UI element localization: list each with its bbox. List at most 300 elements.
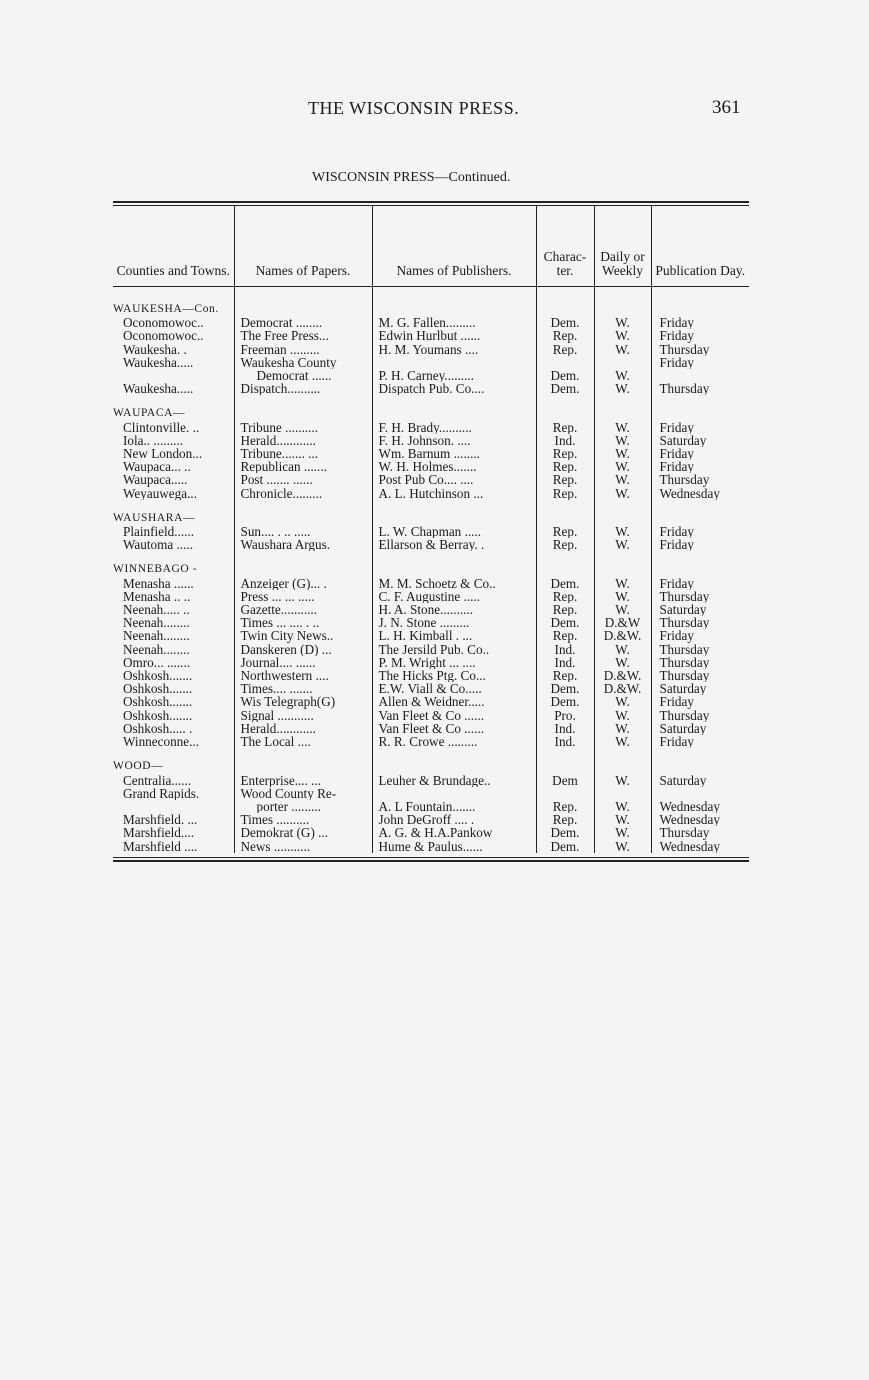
table-cell-paper: Herald............: [234, 434, 372, 447]
table-cell-publisher: M. G. Fallen.........: [372, 316, 536, 329]
table-row: [113, 656, 749, 669]
spacer-cell: [372, 551, 536, 563]
table-cell-frequency: W.: [594, 656, 651, 669]
spacer-cell: [536, 407, 594, 420]
table-cell-character: Pro.: [536, 709, 594, 722]
table-cell-day: Friday: [651, 447, 749, 460]
table-cell-publisher: Van Fleet & Co ......: [372, 722, 536, 735]
table-cell-paper: Sun.... . .. .....: [234, 525, 372, 538]
spacer-cell: [372, 287, 536, 304]
table-row: [113, 800, 749, 813]
spacer-cell: [651, 407, 749, 420]
table-cell-paper: Times ..........: [234, 813, 372, 826]
table-cell-character: Dem.: [536, 369, 594, 382]
table-row: [113, 447, 749, 460]
table-cell-paper: The Free Press...: [234, 329, 372, 342]
table-cell-character: Dem.: [536, 826, 594, 839]
table-cell-town: Oconomowoc..: [123, 316, 204, 330]
table-cell-paper: Journal.... ......: [234, 656, 372, 669]
table-cell-publisher: J. N. Stone .........: [372, 616, 536, 629]
spacer-cell: [372, 563, 536, 576]
table-cell-town: Waukesha. .: [123, 342, 187, 356]
table-cell-publisher: John DeGroff .... .: [372, 813, 536, 826]
table-cell-publisher: A. L. Hutchinson ...: [372, 487, 536, 500]
table-cell-paper: Press ... ... .....: [234, 590, 372, 603]
spacer-cell: [594, 395, 651, 407]
spacer-cell: [594, 287, 651, 304]
table-cell-publisher: Post Pub Co.... ....: [372, 473, 536, 486]
table-cell-paper: Twin City News..: [234, 629, 372, 642]
table-cell-frequency: D.&W: [594, 616, 651, 629]
table-cell-paper: Danskeren (D) ...: [234, 643, 372, 656]
table-cell-character: Dem.: [536, 382, 594, 395]
table-cell-paper: Demokrat (G) ...: [234, 826, 372, 839]
table-cell-town: Neenah..... ..: [123, 603, 190, 617]
table-row: [113, 787, 749, 800]
table-cell-town: Oshkosh.......: [123, 669, 193, 683]
table-row: [113, 473, 749, 486]
table-cell-character: Rep.: [536, 329, 594, 342]
spacer-cell: [234, 395, 372, 407]
table-cell-publisher: The Hicks Ptg. Co...: [372, 669, 536, 682]
table-cell-day: Thursday: [651, 616, 749, 629]
table-cell-frequency: [594, 787, 651, 800]
table-cell-paper: Signal ...........: [234, 709, 372, 722]
table-cell-day: Wednesday: [651, 840, 749, 853]
table-cell-publisher: Allen & Weidner.....: [372, 695, 536, 708]
table-row: [113, 722, 749, 735]
spacer-cell: [113, 287, 234, 304]
table-cell-paper: Anzeiger (G)... .: [234, 577, 372, 590]
spacer-cell: [372, 303, 536, 316]
table-row: [113, 382, 749, 395]
table-row: [113, 695, 749, 708]
table-cell-character: Rep.: [536, 813, 594, 826]
table-cell-paper: The Local ....: [234, 735, 372, 748]
table-cell-town: Grand Rapids.: [123, 786, 200, 800]
table-cell-paper: Republican .......: [234, 460, 372, 473]
table-cell-day: Thursday: [651, 643, 749, 656]
table-cell-publisher: Hume & Paulus......: [372, 840, 536, 853]
table-row: [113, 590, 749, 603]
table-cell-character: Dem.: [536, 616, 594, 629]
table-cell-frequency: W.: [594, 695, 651, 708]
spacer-cell: [594, 407, 651, 420]
press-table: [113, 201, 749, 862]
table-row: [113, 356, 749, 369]
table-cell-character: Dem.: [536, 840, 594, 853]
table-cell-town: Oshkosh..... .: [123, 721, 193, 736]
table-cell-day: Friday: [651, 577, 749, 590]
table-cell-frequency: W.: [594, 329, 651, 342]
spacer-cell: [234, 551, 372, 563]
table-cell-town: Marshfield. ...: [123, 813, 198, 827]
table-row: [113, 329, 749, 342]
county-group-row: [113, 563, 749, 576]
table-cell-day: Wednesday: [651, 487, 749, 500]
county-group-row: [113, 512, 749, 525]
table-cell-day: Thursday: [651, 343, 749, 356]
bottom-rule-thin: [113, 857, 749, 858]
table-cell-town: Oshkosh.......: [123, 695, 193, 709]
spacer-cell: [234, 512, 372, 525]
running-head: THE WISCONSIN PRESS.: [308, 98, 520, 118]
spacer-row: [113, 551, 749, 563]
table-cell-character: Rep.: [536, 447, 594, 460]
table-cell-paper: Gazette...........: [234, 603, 372, 616]
spacer-cell: [651, 303, 749, 316]
table-cell-frequency: W.: [594, 369, 651, 382]
spacer-cell: [234, 748, 372, 760]
county-heading: WINNEBAGO -: [113, 563, 198, 576]
table-cell-frequency: W.: [594, 800, 651, 813]
table-cell-publisher: R. R. Crowe .........: [372, 735, 536, 748]
table-cell-town: Plainfield......: [123, 525, 195, 539]
table-cell-frequency: W.: [594, 487, 651, 500]
spacer-cell: [372, 395, 536, 407]
table-cell-paper: Wis Telegraph(G): [234, 695, 372, 708]
page-number: 361: [712, 97, 741, 118]
spacer-cell: [113, 500, 234, 512]
table-cell-frequency: W.: [594, 538, 651, 551]
table-title: WISCONSIN PRESS—Continued.: [312, 170, 511, 185]
spacer-row: [113, 287, 749, 304]
table-cell-paper: Democrat ......: [234, 369, 372, 382]
table-cell-town: Neenah........: [123, 629, 190, 643]
table-cell-frequency: W.: [594, 447, 651, 460]
table-cell-character: Rep.: [536, 487, 594, 500]
table-cell-frequency: W.: [594, 343, 651, 356]
county-heading: WOOD—: [113, 760, 164, 773]
spacer-cell: [536, 748, 594, 760]
spacer-cell: [594, 760, 651, 773]
table-cell-day: Wednesday: [651, 813, 749, 826]
table-cell-character: Rep.: [536, 603, 594, 616]
col-header-frequency: Daily or Weekly: [594, 206, 651, 287]
table-row: [113, 603, 749, 616]
table-row: [113, 460, 749, 473]
spacer-cell: [594, 303, 651, 316]
spacer-cell: [651, 551, 749, 563]
table-cell-character: Rep.: [536, 590, 594, 603]
table-cell-publisher: C. F. Augustine .....: [372, 590, 536, 603]
table-cell-publisher: A. G. & H.A.Pankow: [372, 826, 536, 839]
table-cell-town: Waupaca... ..: [123, 460, 191, 474]
table-cell-frequency: W.: [594, 709, 651, 722]
spacer-cell: [113, 395, 234, 407]
table-cell-day: [651, 369, 749, 382]
table-cell-paper: News ...........: [234, 840, 372, 853]
table-cell-day: Friday: [651, 421, 749, 434]
table-row: [113, 343, 749, 356]
table-cell-publisher: H. A. Stone..........: [372, 603, 536, 616]
table-cell-publisher: L. H. Kimball . ...: [372, 629, 536, 642]
spacer-cell: [536, 563, 594, 576]
table-cell-paper: Dispatch..........: [234, 382, 372, 395]
table-cell-paper: Post ....... ......: [234, 473, 372, 486]
table-cell-character: [536, 787, 594, 800]
table-cell-publisher: The Jersild Pub. Co..: [372, 643, 536, 656]
county-group-row: [113, 760, 749, 773]
table-cell-town: Iola.. .........: [123, 433, 184, 448]
table-cell-publisher: Edwin Hurlbut ......: [372, 329, 536, 342]
table-cell-town: Oconomowoc..: [123, 329, 204, 343]
table-cell-day: Thursday: [651, 709, 749, 722]
table-cell-town: New London...: [123, 447, 203, 461]
table-row: [113, 434, 749, 447]
county-group-row: [113, 407, 749, 420]
table-row: [113, 629, 749, 642]
col-header-publishers: Names of Publishers.: [372, 206, 536, 287]
table-cell-town: Marshfield ....: [123, 839, 198, 853]
spacer-cell: [651, 748, 749, 760]
table-cell-town: Winneconne...: [123, 735, 200, 749]
table-cell-publisher: L. W. Chapman .....: [372, 525, 536, 538]
table-cell-frequency: W.: [594, 525, 651, 538]
table-cell-frequency: W.: [594, 813, 651, 826]
spacer-cell: [594, 551, 651, 563]
spacer-cell: [372, 500, 536, 512]
table-cell-character: Rep.: [536, 525, 594, 538]
col-header-day: Publication Day.: [651, 206, 749, 287]
table-cell-frequency: W.: [594, 590, 651, 603]
county-heading: WAUKESHA—Con.: [113, 303, 219, 315]
table-cell-day: Friday: [651, 329, 749, 342]
table-cell-paper: Freeman .........: [234, 343, 372, 356]
table-cell-character: Rep.: [536, 473, 594, 486]
spacer-cell: [372, 748, 536, 760]
table-cell-day: Saturday: [651, 774, 749, 787]
table-cell-town: Wautoma .....: [123, 538, 193, 552]
table-cell-town: Menasha ......: [123, 576, 194, 590]
table-cell-day: Friday: [651, 460, 749, 473]
table-cell-day: Friday: [651, 629, 749, 642]
table-cell-character: Rep.: [536, 669, 594, 682]
spacer-cell: [113, 748, 234, 760]
table-cell-frequency: W.: [594, 643, 651, 656]
table-cell-frequency: D.&W.: [594, 682, 651, 695]
table-cell-day: Saturday: [651, 722, 749, 735]
table-cell-day: Thursday: [651, 826, 749, 839]
table-cell-day: [651, 787, 749, 800]
table-cell-paper: Tribune....... ...: [234, 447, 372, 460]
table-cell-town: Clintonville. ..: [123, 420, 200, 434]
table-row: [113, 577, 749, 590]
spacer-cell: [536, 395, 594, 407]
table-cell-publisher: F. H. Brady..........: [372, 421, 536, 434]
spacer-cell: [234, 760, 372, 773]
spacer-row: [113, 748, 749, 760]
table-cell-publisher: E.W. Viall & Co.....: [372, 682, 536, 695]
table-cell-town: Oshkosh.......: [123, 708, 193, 722]
table-body: [113, 287, 749, 853]
spacer-cell: [536, 551, 594, 563]
table-row: [113, 616, 749, 629]
spacer-cell: [594, 500, 651, 512]
spacer-cell: [536, 512, 594, 525]
table-cell-day: Thursday: [651, 473, 749, 486]
table-cell-day: Friday: [651, 356, 749, 369]
table-row: [113, 735, 749, 748]
spacer-cell: [651, 395, 749, 407]
table-cell-frequency: W.: [594, 735, 651, 748]
col-header-papers: Names of Papers.: [234, 206, 372, 287]
county-group-row: [113, 303, 749, 316]
spacer-cell: [113, 551, 234, 563]
spacer-cell: [536, 760, 594, 773]
table-cell-paper: Wood County Re-: [234, 787, 372, 800]
table-cell-paper: Tribune ..........: [234, 421, 372, 434]
table-cell-character: Rep.: [536, 343, 594, 356]
spacer-cell: [234, 563, 372, 576]
table-cell-paper: Enterprise.... ...: [234, 774, 372, 787]
table-cell-character: Dem.: [536, 695, 594, 708]
spacer-cell: [651, 500, 749, 512]
table-cell-character: [536, 356, 594, 369]
table-cell-day: Friday: [651, 316, 749, 329]
table-cell-character: Ind.: [536, 735, 594, 748]
spacer-cell: [372, 760, 536, 773]
table-cell-day: Thursday: [651, 669, 749, 682]
table-cell-paper: Chronicle.........: [234, 487, 372, 500]
spacer-cell: [651, 287, 749, 304]
col-header-character: Charac-ter.: [536, 206, 594, 287]
table-cell-publisher: P. H. Carney.........: [372, 369, 536, 382]
table-cell-paper: porter .........: [234, 800, 372, 813]
table-cell-publisher: W. H. Holmes.......: [372, 460, 536, 473]
table-cell-day: Wednesday: [651, 800, 749, 813]
table-row: [113, 369, 749, 382]
table-cell-day: Saturday: [651, 434, 749, 447]
spacer-cell: [234, 287, 372, 304]
table-cell-frequency: W.: [594, 774, 651, 787]
spacer-cell: [651, 512, 749, 525]
table-row: [113, 840, 749, 853]
spacer-cell: [594, 563, 651, 576]
table-row: [113, 826, 749, 839]
table-cell-frequency: W.: [594, 316, 651, 329]
spacer-cell: [536, 287, 594, 304]
table-row: [113, 525, 749, 538]
table-cell-day: Thursday: [651, 656, 749, 669]
table-cell-character: Rep.: [536, 460, 594, 473]
table-cell-character: Dem.: [536, 316, 594, 329]
table-cell-town: Oshkosh.......: [123, 682, 193, 696]
spacer-cell: [594, 512, 651, 525]
table-cell-town: Waukesha.....: [123, 382, 194, 396]
table-cell-frequency: W.: [594, 722, 651, 735]
table-cell-paper: Waukesha County: [234, 356, 372, 369]
top-rule: [113, 201, 749, 203]
spacer-cell: [536, 303, 594, 316]
table-cell-publisher: Wm. Barnum ........: [372, 447, 536, 460]
table-cell-publisher: Leuher & Brundage..: [372, 774, 536, 787]
table-row: [113, 487, 749, 500]
table-cell-town: Weyauwega...: [123, 486, 197, 500]
county-heading: WAUPACA—: [113, 407, 186, 420]
table-row: [113, 316, 749, 329]
table-cell-publisher: [372, 356, 536, 369]
table-cell-publisher: [372, 787, 536, 800]
table-row: [113, 813, 749, 826]
county-heading: WAUSHARA—: [113, 511, 196, 524]
table-cell-character: Rep.: [536, 629, 594, 642]
table-cell-character: Ind.: [536, 656, 594, 669]
table-cell-town: Waukesha.....: [123, 355, 194, 370]
table-cell-character: Dem.: [536, 577, 594, 590]
table-cell-paper: Times ... .... . ..: [234, 616, 372, 629]
spacer-cell: [234, 500, 372, 512]
table-cell-character: Rep.: [536, 421, 594, 434]
table-cell-frequency: W.: [594, 603, 651, 616]
table-cell-day: Saturday: [651, 603, 749, 616]
table-cell-character: Ind.: [536, 722, 594, 735]
table-row: [113, 709, 749, 722]
table-row: [113, 682, 749, 695]
table-cell-frequency: W.: [594, 577, 651, 590]
table-row: [113, 643, 749, 656]
spacer-row: [113, 500, 749, 512]
table-cell-town: Neenah........: [123, 642, 190, 656]
table-cell-frequency: D.&W.: [594, 629, 651, 642]
table-cell-character: Dem.: [536, 682, 594, 695]
table-cell-day: Friday: [651, 538, 749, 551]
table-cell-frequency: [594, 356, 651, 369]
table-cell-town: Waupaca.....: [123, 473, 188, 487]
table-cell-day: Friday: [651, 525, 749, 538]
table-cell-publisher: M. M. Schoetz & Co..: [372, 577, 536, 590]
spacer-cell: [234, 303, 372, 316]
table-cell-paper: Northwestern ....: [234, 669, 372, 682]
header-row: [113, 206, 749, 287]
table-cell-day: Saturday: [651, 682, 749, 695]
table-cell-frequency: W.: [594, 840, 651, 853]
table-cell-day: Friday: [651, 735, 749, 748]
table-cell-character: Ind.: [536, 643, 594, 656]
table-cell-character: Dem: [536, 774, 594, 787]
table-cell-character: Rep.: [536, 538, 594, 551]
table-cell-frequency: W.: [594, 434, 651, 447]
table-cell-publisher: Ellarson & Berray. .: [372, 538, 536, 551]
table-cell-paper: Times.... .......: [234, 682, 372, 695]
table-cell-character: Ind.: [536, 434, 594, 447]
table-row: [113, 421, 749, 434]
table-cell-publisher: Van Fleet & Co ......: [372, 709, 536, 722]
spacer-cell: [536, 500, 594, 512]
spacer-cell: [651, 563, 749, 576]
table-cell-town: [113, 369, 234, 382]
table-cell-frequency: W.: [594, 473, 651, 486]
table-cell-town: Menasha .. ..: [123, 589, 191, 604]
table-cell-publisher: Dispatch Pub. Co....: [372, 382, 536, 395]
table-cell-publisher: P. M. Wright ... ....: [372, 656, 536, 669]
spacer-row: [113, 395, 749, 407]
spacer-cell: [372, 407, 536, 420]
table-cell-frequency: W.: [594, 826, 651, 839]
table-row: [113, 774, 749, 787]
spacer-cell: [372, 512, 536, 525]
table-cell-frequency: W.: [594, 460, 651, 473]
table-cell-town: Marshfield....: [123, 826, 195, 840]
bottom-rule: [113, 860, 749, 862]
table-cell-paper: Waushara Argus.: [234, 538, 372, 551]
table-cell-paper: Herald............: [234, 722, 372, 735]
spacer-cell: [651, 760, 749, 773]
table-cell-publisher: H. M. Youmans ....: [372, 343, 536, 356]
spacer-cell: [594, 748, 651, 760]
table-cell-town: Centralia......: [123, 773, 192, 787]
table-cell-publisher: F. H. Johnson. ....: [372, 434, 536, 447]
